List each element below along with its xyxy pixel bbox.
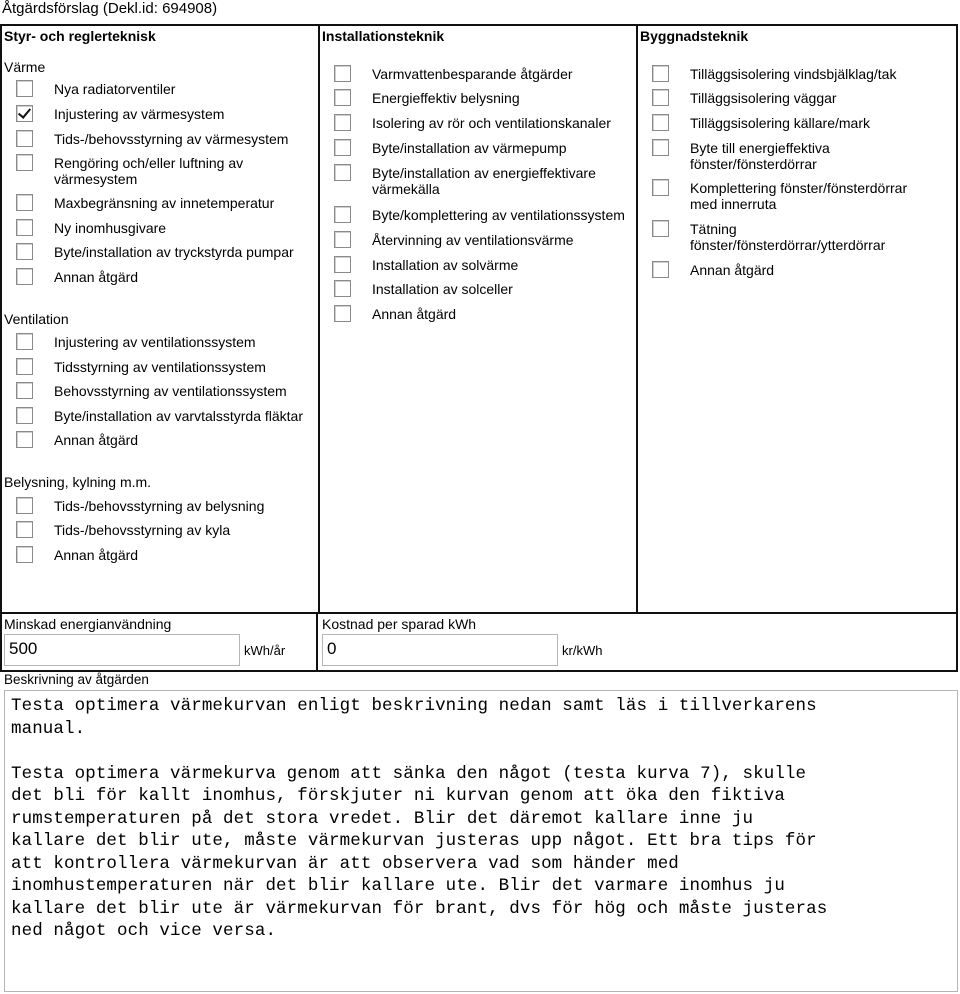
checkbox-label: Behovsstyrning av ventilationssystem <box>54 383 287 399</box>
checkbox-item[interactable] <box>652 114 870 131</box>
checkbox-label: Tätning fönster/fönsterdörrar/ytterdörrar <box>690 221 886 253</box>
checkbox-label: Tids-/behovsstyrning av värmesystem <box>54 131 289 147</box>
checkbox[interactable] <box>334 89 351 106</box>
checkbox-label: Maxbegränsning av innetemperatur <box>54 195 275 211</box>
checkbox[interactable] <box>652 139 669 156</box>
checkbox-label: Annan åtgärd <box>54 432 139 448</box>
checkbox-item[interactable] <box>16 80 175 97</box>
checkbox-item[interactable] <box>334 206 625 223</box>
checkbox-item[interactable] <box>652 89 837 106</box>
description-textarea[interactable]: Testa optimera värmekurvan enligt beskrivning nedan samt läs i tillverkarens manual. Testa optimera värmekurva genom att sänka den något (testa kurva 7), skulle det bli för kallt inomhus, förskjuter ni kurvan genom att öka den fiktiva rumstemperaturen på det stora vredet. Blir det däremot kallare inne ju kallare det blir ute, måste värmekurvan justeras upp något. Ett bra tips för att kontrollera värmekurvan är att observera vad som händer med inomhustemperaturen när det blir kallare ute. Blir det varmare inomhus ju kallare det blir ute är värmekurvan för brant, dvs för hög och måste justeras ned något och vice versa. <box>4 690 958 992</box>
cost-input[interactable]: 0 <box>322 634 558 666</box>
section-ventilation-label: Ventilation <box>4 311 69 327</box>
checkbox[interactable] <box>16 194 33 211</box>
checkbox-label: Byte/installation av varvtalsstyrda fläktar <box>54 408 303 424</box>
checkbox-item[interactable] <box>16 546 138 563</box>
checkbox[interactable] <box>16 546 33 563</box>
checkbox[interactable] <box>16 243 33 260</box>
checkbox-label: Komplettering fönster/fönsterdörrar med innerruta <box>690 180 908 212</box>
checkbox[interactable] <box>334 139 351 156</box>
checkbox-item[interactable] <box>16 130 288 147</box>
checkbox-label: Byte/installation av värmepump <box>372 140 567 156</box>
checkbox[interactable] <box>652 89 669 106</box>
checkbox-item[interactable] <box>16 358 266 375</box>
checkbox[interactable] <box>652 114 669 131</box>
checkbox[interactable] <box>334 206 351 223</box>
checkbox-item[interactable] <box>334 305 456 322</box>
bygg-panel <box>636 24 958 614</box>
checkbox-label: Tids-/behovsstyrning av kyla <box>54 522 231 538</box>
checkbox-label: Byte/komplettering av ventilationssystem <box>372 207 625 223</box>
checkbox-label: Installation av solvärme <box>372 257 519 273</box>
checkbox[interactable] <box>652 65 669 82</box>
checkbox[interactable] <box>652 179 669 196</box>
section-varme-label: Värme <box>4 59 46 75</box>
installation-heading: Installationsteknik <box>322 28 445 44</box>
checkbox[interactable] <box>16 268 33 285</box>
checkbox-item[interactable] <box>334 280 513 297</box>
checkbox-item[interactable] <box>334 65 573 82</box>
cost-unit: kr/kWh <box>562 643 603 658</box>
energy-input[interactable]: 500 <box>4 634 240 666</box>
checkbox-item[interactable] <box>16 407 303 424</box>
checkbox-item[interactable] <box>334 114 611 131</box>
checkbox-item[interactable] <box>16 243 294 260</box>
checkbox-label: Tilläggsisolering väggar <box>690 90 837 106</box>
energy-unit: kWh/år <box>244 643 286 658</box>
checkbox-label: Annan åtgärd <box>54 269 139 285</box>
checkbox-label: Tilläggsisolering källare/mark <box>690 115 870 131</box>
checkbox-label: Varmvattenbesparande åtgärder <box>372 66 573 82</box>
checkbox-item[interactable] <box>16 431 138 448</box>
styr-heading: Styr- och reglerteknisk <box>4 28 156 44</box>
checkbox-item[interactable] <box>334 164 596 197</box>
bygg-heading: Byggnadsteknik <box>640 28 749 44</box>
checkbox-item[interactable] <box>334 89 520 106</box>
checkbox-checked[interactable] <box>16 105 33 122</box>
checkbox-item[interactable] <box>16 268 138 285</box>
checkbox-label: Tilläggsisolering vindsbjälklag/tak <box>690 66 897 82</box>
checkbox-label: Ny inomhusgivare <box>54 220 167 236</box>
checkbox-item[interactable] <box>16 219 166 236</box>
checkbox[interactable] <box>16 219 33 236</box>
checkbox-label: Isolering av rör och ventilationskanaler <box>372 115 611 131</box>
checkbox-label: Tids-/behovsstyrning av belysning <box>54 498 265 514</box>
checkbox-label: Tidsstyrning av ventilationssystem <box>54 359 266 375</box>
checkbox-item[interactable] <box>334 139 567 156</box>
checkbox-item[interactable] <box>16 521 230 538</box>
checkbox[interactable] <box>16 333 33 350</box>
checkbox[interactable] <box>16 80 33 97</box>
checkbox[interactable] <box>16 431 33 448</box>
checkbox[interactable] <box>652 261 669 278</box>
page-title: Åtgärdsförslag (Dekl.id: 694908) <box>2 0 218 17</box>
checkbox[interactable] <box>334 305 351 322</box>
checkbox[interactable] <box>652 220 669 237</box>
checkbox-item[interactable] <box>334 231 574 248</box>
checkbox[interactable] <box>16 130 33 147</box>
checkbox-label: Nya radiatorventiler <box>54 81 176 97</box>
checkbox[interactable] <box>334 164 351 181</box>
checkbox-item[interactable] <box>16 333 256 350</box>
checkbox[interactable] <box>16 521 33 538</box>
checkbox-label: Annan åtgärd <box>372 306 457 322</box>
checkbox-item[interactable] <box>16 154 243 187</box>
checkbox[interactable] <box>16 154 33 171</box>
checkbox[interactable] <box>334 231 351 248</box>
checkbox[interactable] <box>334 256 351 273</box>
checkbox[interactable] <box>16 497 33 514</box>
checkbox[interactable] <box>334 114 351 131</box>
checkbox[interactable] <box>16 407 33 424</box>
checkbox-label: Byte till energieffektiva fönster/fönsterdörrar <box>690 140 830 172</box>
checkbox-item[interactable] <box>16 382 287 399</box>
checkbox-item[interactable] <box>652 261 774 278</box>
divider <box>316 612 318 672</box>
checkbox-item[interactable] <box>334 256 518 273</box>
checkbox-label: Rengöring och/eller luftning av värmesystem <box>54 155 244 187</box>
checkbox-label: Annan åtgärd <box>690 262 775 278</box>
section-belysning-label: Belysning, kylning m.m. <box>4 474 152 490</box>
checkbox-label: Byte/installation av tryckstyrda pumpar <box>54 244 294 260</box>
checkbox-item[interactable] <box>16 194 274 211</box>
checkbox-label: Injustering av värmesystem <box>54 106 225 122</box>
checkbox-item[interactable] <box>652 179 907 212</box>
checkbox-label: Installation av solceller <box>372 281 513 297</box>
checkbox[interactable] <box>16 382 33 399</box>
checkbox-label: Återvinning av ventilationsvärme <box>372 232 574 248</box>
checkbox-label: Annan åtgärd <box>54 547 139 563</box>
checkbox-item[interactable] <box>652 65 896 82</box>
checkbox-label: Injustering av ventilationssystem <box>54 334 256 350</box>
energy-label: Minskad energianvändning <box>4 616 172 632</box>
checkbox[interactable] <box>334 65 351 82</box>
checkbox[interactable] <box>16 358 33 375</box>
checkbox-item[interactable] <box>652 139 830 172</box>
checkbox-item[interactable] <box>16 497 264 514</box>
cost-label: Kostnad per sparad kWh <box>322 616 477 632</box>
checkbox[interactable] <box>334 280 351 297</box>
checkbox-label: Energieffektiv belysning <box>372 90 520 106</box>
checkbox-label: Byte/installation av energieffektivare värmekälla <box>372 165 596 197</box>
description-label: Beskrivning av åtgärden <box>4 672 149 687</box>
checkbox-item[interactable] <box>652 220 885 253</box>
checkbox-item[interactable] <box>16 105 224 122</box>
